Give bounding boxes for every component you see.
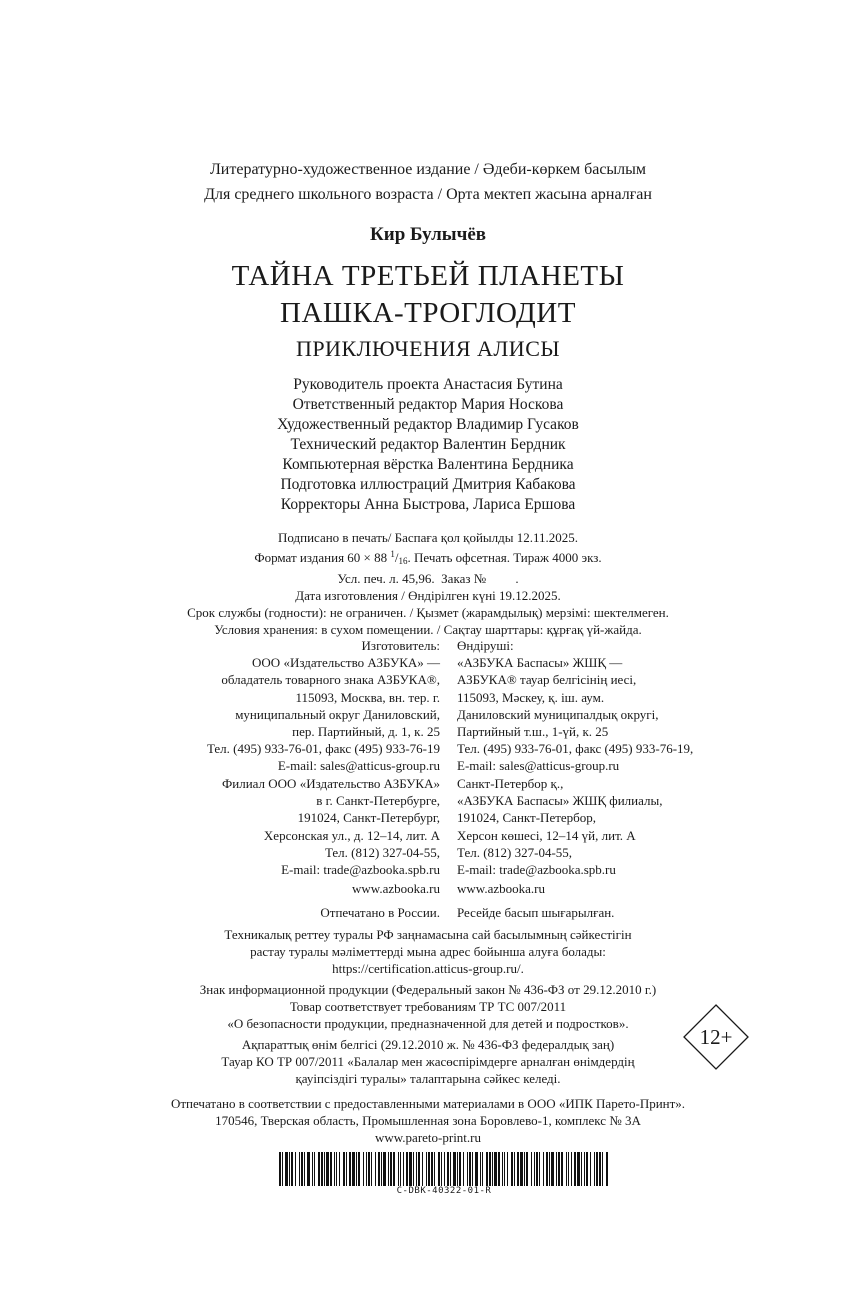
manufacturer-kz-line: Өндіруші: [457,638,514,653]
info-mark-kz-line: Тауар КО ТР 007/2011 «Балалар мен жасөспірімдерге арналған өнімдердің [221,1054,635,1069]
barcode-bar [539,1152,540,1186]
branch-kz [457,775,662,878]
credit-line: Технический редактор Валентин Бердник [290,436,566,453]
branch-ru-line: 191024, Санкт-Петербург, [297,810,440,826]
barcode-bar [390,1152,392,1186]
branch-ru-line: Херсонская ул., д. 12–14, лит. А [263,827,440,843]
branch-ru-line: Тел. (812) 327-04-55, [324,844,440,860]
barcode-bar [336,1152,337,1186]
format-fraction-den: 16 [398,556,408,566]
age-rating-label: 12+ [699,1025,733,1049]
format-prefix: Формат издания 60 × 88 [254,550,388,565]
manufacturer-ru-line: пер. Партийный, д. 1, к. 25 [292,724,440,740]
format-fraction-num: 1 [390,549,395,559]
barcode-bar [426,1152,427,1186]
barcode-bar [416,1152,417,1186]
barcode-bar [504,1152,505,1186]
manufacturer-kz-line: Тел. (495) 933-76-01, факс (495) 933-76-19, [457,741,694,757]
barcode-bar [502,1152,503,1186]
barcode-bar [581,1152,582,1186]
book-title-1: ТАЙНА ТРЕТЬЕЙ ПЛАНЕТЫ [231,260,625,292]
barcode-bar [291,1152,293,1186]
barcode-bar [590,1152,591,1186]
manufacturer-ru-line: муниципальный округ Даниловский, [235,706,440,722]
barcode-bar [606,1152,608,1186]
barcode-bar [453,1152,456,1186]
certification-block [0,926,856,977]
barcode-bar [524,1152,525,1186]
book-series: ПРИКЛЮЧЕНИЯ АЛИСЫ [295,336,561,361]
barcode-bar [602,1152,603,1186]
barcode-bar [482,1152,483,1186]
certification-link[interactable]: https://certification.atticus-group.ru/. [332,961,524,976]
barcode-bar [549,1152,550,1186]
info-mark-kz-line: Ақпараттық өнім белгісі (29.12.2010 ж. № 436-ФЗ федералдық заң) [241,1037,615,1052]
barcode-bar [352,1152,355,1186]
branch-ru [222,775,440,878]
book-author: Кир Булычёв [369,224,487,245]
barcode-bar [531,1152,532,1186]
barcode-bar [312,1152,313,1186]
barcode-bar [393,1152,395,1186]
manufacturer-ru-line: обладатель товарного знака АЗБУКА®, [221,672,440,688]
manufactured-line: Дата изготовления / Өндірілген күні 19.12.2025. [295,588,561,603]
barcode-bar [285,1152,288,1186]
branch-kz-line: 191024, Санкт-Петербор, [457,810,597,826]
barcode-bar [457,1152,458,1186]
barcode-bar [282,1152,283,1186]
manufacturer-kz-line: Партийный т.ш., 1-үй, к. 25 [457,724,609,740]
barcode-code: C-DBK-40322-01-R [396,1186,492,1196]
barcode-bar [511,1152,513,1186]
barcode-bar [561,1152,563,1186]
barcode-bar [494,1152,497,1186]
barcode-bar [343,1152,345,1186]
barcode-bar [378,1152,380,1186]
barcode-bar [295,1152,296,1186]
genre-line-1: Литературно-художественное издание / Әдеби-көркем басылым [209,161,647,178]
certification-line: растау туралы мәліметтерді мына адрес бойынша алуға болады: [250,944,606,959]
barcode-bar [556,1152,557,1186]
info-mark-ru-line: «О безопасности продукции, предназначенной для детей и подростков». [227,1016,629,1031]
barcode-bar [463,1152,464,1186]
barcode-bar [326,1152,329,1186]
genre-line-2: Для среднего школьного возраста / Орта мектеп жасына арналған [204,186,652,203]
info-mark-kz [0,1036,856,1087]
barcode-bar [406,1152,408,1186]
barcode-bar [507,1152,508,1186]
barcode-bar [596,1152,598,1186]
barcode-bar [566,1152,567,1186]
barcode-bar [330,1152,332,1186]
sheets-line: Усл. печ. л. 45,96. Заказ № . [337,571,519,586]
branch-ru-email[interactable]: E-mail: trade@azbooka.spb.ru [281,862,440,878]
barcode-bar [334,1152,335,1186]
barcode-bar [371,1152,372,1186]
storage-line: Условия хранения: в сухом помещении. / Сақтау шарттары: құрғақ үй-жайда. [214,622,642,637]
barcode-bar [301,1152,303,1186]
branch-ru-line: Филиал ООО «Издательство АЗБУКА» [221,776,440,791]
barcode-bar [434,1152,435,1186]
manufacturer-ru-line: Тел. (495) 933-76-01, факс (495) 933-76-19 [206,741,440,757]
credit-line: Компьютерная вёрстка Валентина Бердника [282,456,574,473]
barcode-bar [422,1152,423,1186]
barcode-bar [349,1152,351,1186]
printed-ru: Отпечатано в России. [320,905,440,920]
manufacturer-ru-email[interactable]: E-mail: sales@atticus-group.ru [277,758,440,774]
barcode-bar [363,1152,364,1186]
barcode-bar [520,1152,523,1186]
barcode-bar [543,1152,544,1186]
barcode-bar [489,1152,491,1186]
barcode-bar [517,1152,519,1186]
barcode-bar [444,1152,445,1186]
barcode-bar [299,1152,300,1186]
printer-line: Отпечатано в соответствии с предоставленными материалами в ООО «ИПК Парето-Принт». [170,1096,686,1111]
barcode-bar [574,1152,576,1186]
website-kz[interactable]: www.azbooka.ru [457,881,545,896]
barcode-bar [546,1152,548,1186]
branch-kz-email[interactable]: E-mail: trade@azbooka.spb.ru [457,862,616,878]
barcode-bar [475,1152,478,1186]
barcode-bar [577,1152,580,1186]
manufacturer-kz-line: Даниловский муниципалдық округі, [457,706,659,722]
barcode-bar [409,1152,412,1186]
credit-line: Подготовка иллюстраций Дмитрия Кабакова [280,476,576,493]
manufacturer-kz [457,637,693,775]
barcode-bar [289,1152,290,1186]
barcode-bar [534,1152,535,1186]
barcode-bar [356,1152,357,1186]
book-title-2: ПАШКА-ТРОГЛОДИТ [280,297,576,329]
info-mark-ru-line: Знак информационной продукции (Федеральный закон № 436-ФЗ от 29.12.2010 г.) [199,982,657,997]
certification-line: Техникалық реттеу туралы РФ заңнамасына сай басылымның сәйкестігін [224,927,632,942]
barcode-bar [368,1152,370,1186]
manufacturer-kz-line: 115093, Мәскеу, қ. іш. аум. [457,689,605,705]
barcode-bar [383,1152,386,1186]
barcode-bar [279,1152,281,1186]
format-suffix: . Печать офсетная. Тираж 4000 экз. [407,550,602,565]
barcode-icon [279,1152,609,1186]
barcode-bar [472,1152,473,1186]
barcode-bar [428,1152,430,1186]
barcode-bar [381,1152,382,1186]
print-info-block [0,529,856,638]
barcode-bar [321,1152,323,1186]
barcode-bar [498,1152,500,1186]
barcode-bar [358,1152,360,1186]
branch-kz-line: «АЗБУКА Баспасы» ЖШҚ филиалы, [457,793,663,809]
barcode-bar [438,1152,440,1186]
barcode-bar [568,1152,569,1186]
barcode-bar [450,1152,451,1186]
manufacturer-ru [207,637,440,775]
barcode-bar [514,1152,515,1186]
barcode-bar [558,1152,560,1186]
barcode-bar [375,1152,376,1186]
barcode-bar [339,1152,340,1186]
barcode-bar [447,1152,449,1186]
info-mark-kz-line: қауіпсіздігі туралы» талаптарына сәйкес келеді. [295,1071,561,1086]
barcode-bar [403,1152,404,1186]
branch-kz-line: Санкт-Петербор қ., [457,776,564,791]
barcode-bar [431,1152,433,1186]
printer-website[interactable]: www.pareto-print.ru [374,1130,481,1145]
credit-line: Ответственный редактор Мария Носкова [292,396,564,413]
barcode-bar [318,1152,320,1186]
barcode-bar [441,1152,442,1186]
manufacturer-ru-line: Изготовитель: [361,638,440,653]
barcode-bar [551,1152,554,1186]
branch-ru-line: в г. Санкт-Петербурге, [316,793,440,809]
barcode-bar [304,1152,305,1186]
barcode-bar [526,1152,528,1186]
manufacturer-kz-line: АЗБУКА® тауар белгісінің иесі, [457,672,637,688]
barcode-bar [418,1152,420,1186]
barcode-bar [594,1152,595,1186]
manufacturer-ru-line: 115093, Москва, вн. тер. г. [295,689,440,705]
format-line: Формат издания 60 × 88 $^1/_{16}$. Печать офсетная. Тираж 4000 экз. [254,549,602,566]
barcode-bar [366,1152,367,1186]
manufacturer-kz-email[interactable]: E-mail: sales@atticus-group.ru [457,758,620,774]
barcode-bar [413,1152,414,1186]
printed-kz: Ресейде басып шығарылған. [457,905,615,920]
barcode-bar [346,1152,347,1186]
printer-block [0,1095,856,1146]
barcode-bar [388,1152,389,1186]
barcode-bar [314,1152,315,1186]
barcode-bar [400,1152,401,1186]
barcode-bar [459,1152,461,1186]
barcode-bar [469,1152,471,1186]
barcode-bar [571,1152,572,1186]
barcode-bar [599,1152,601,1186]
barcode-bar [398,1152,399,1186]
barcode-bar [492,1152,493,1186]
credit-line: Руководитель проекта Анастасия Бутина [293,376,563,393]
website-ru[interactable]: www.azbooka.ru [352,881,440,896]
printer-line: 170546, Тверская область, Промышленная зона Боровлево-1, комплекс № 3А [215,1113,641,1128]
info-mark-ru-line: Товар соответствует требованиям ТР ТС 007/2011 [289,999,567,1014]
manufacturer-ru-line: ООО «Издательство АЗБУКА» — [252,655,440,671]
barcode-bar [536,1152,538,1186]
branch-kz-line: Херсон көшесі, 12–14 үй, лит. А [457,827,636,843]
barcode-bar [467,1152,468,1186]
branch-kz-line: Тел. (812) 327-04-55, [457,844,573,860]
barcode-bar [584,1152,585,1186]
barcode-bar [486,1152,488,1186]
service-life-line: Срок службы (годности): не ограничен. / Қызмет (жарамдылық) мерзімі: шектелмеген. [187,605,669,620]
credit-line: Корректоры Анна Быстрова, Лариса Ершова [280,496,576,513]
credits-block [0,375,856,515]
barcode-bar [586,1152,588,1186]
barcode-bar [480,1152,481,1186]
barcode-bar [307,1152,310,1186]
manufacturer-kz-line: «АЗБУКА Баспасы» ЖШҚ — [457,655,623,671]
barcode-bar [324,1152,325,1186]
credit-line: Художественный редактор Владимир Гусаков [277,416,579,433]
signed-line: Подписано в печать/ Баспаға қол қойылды 12.11.2025. [277,530,578,545]
